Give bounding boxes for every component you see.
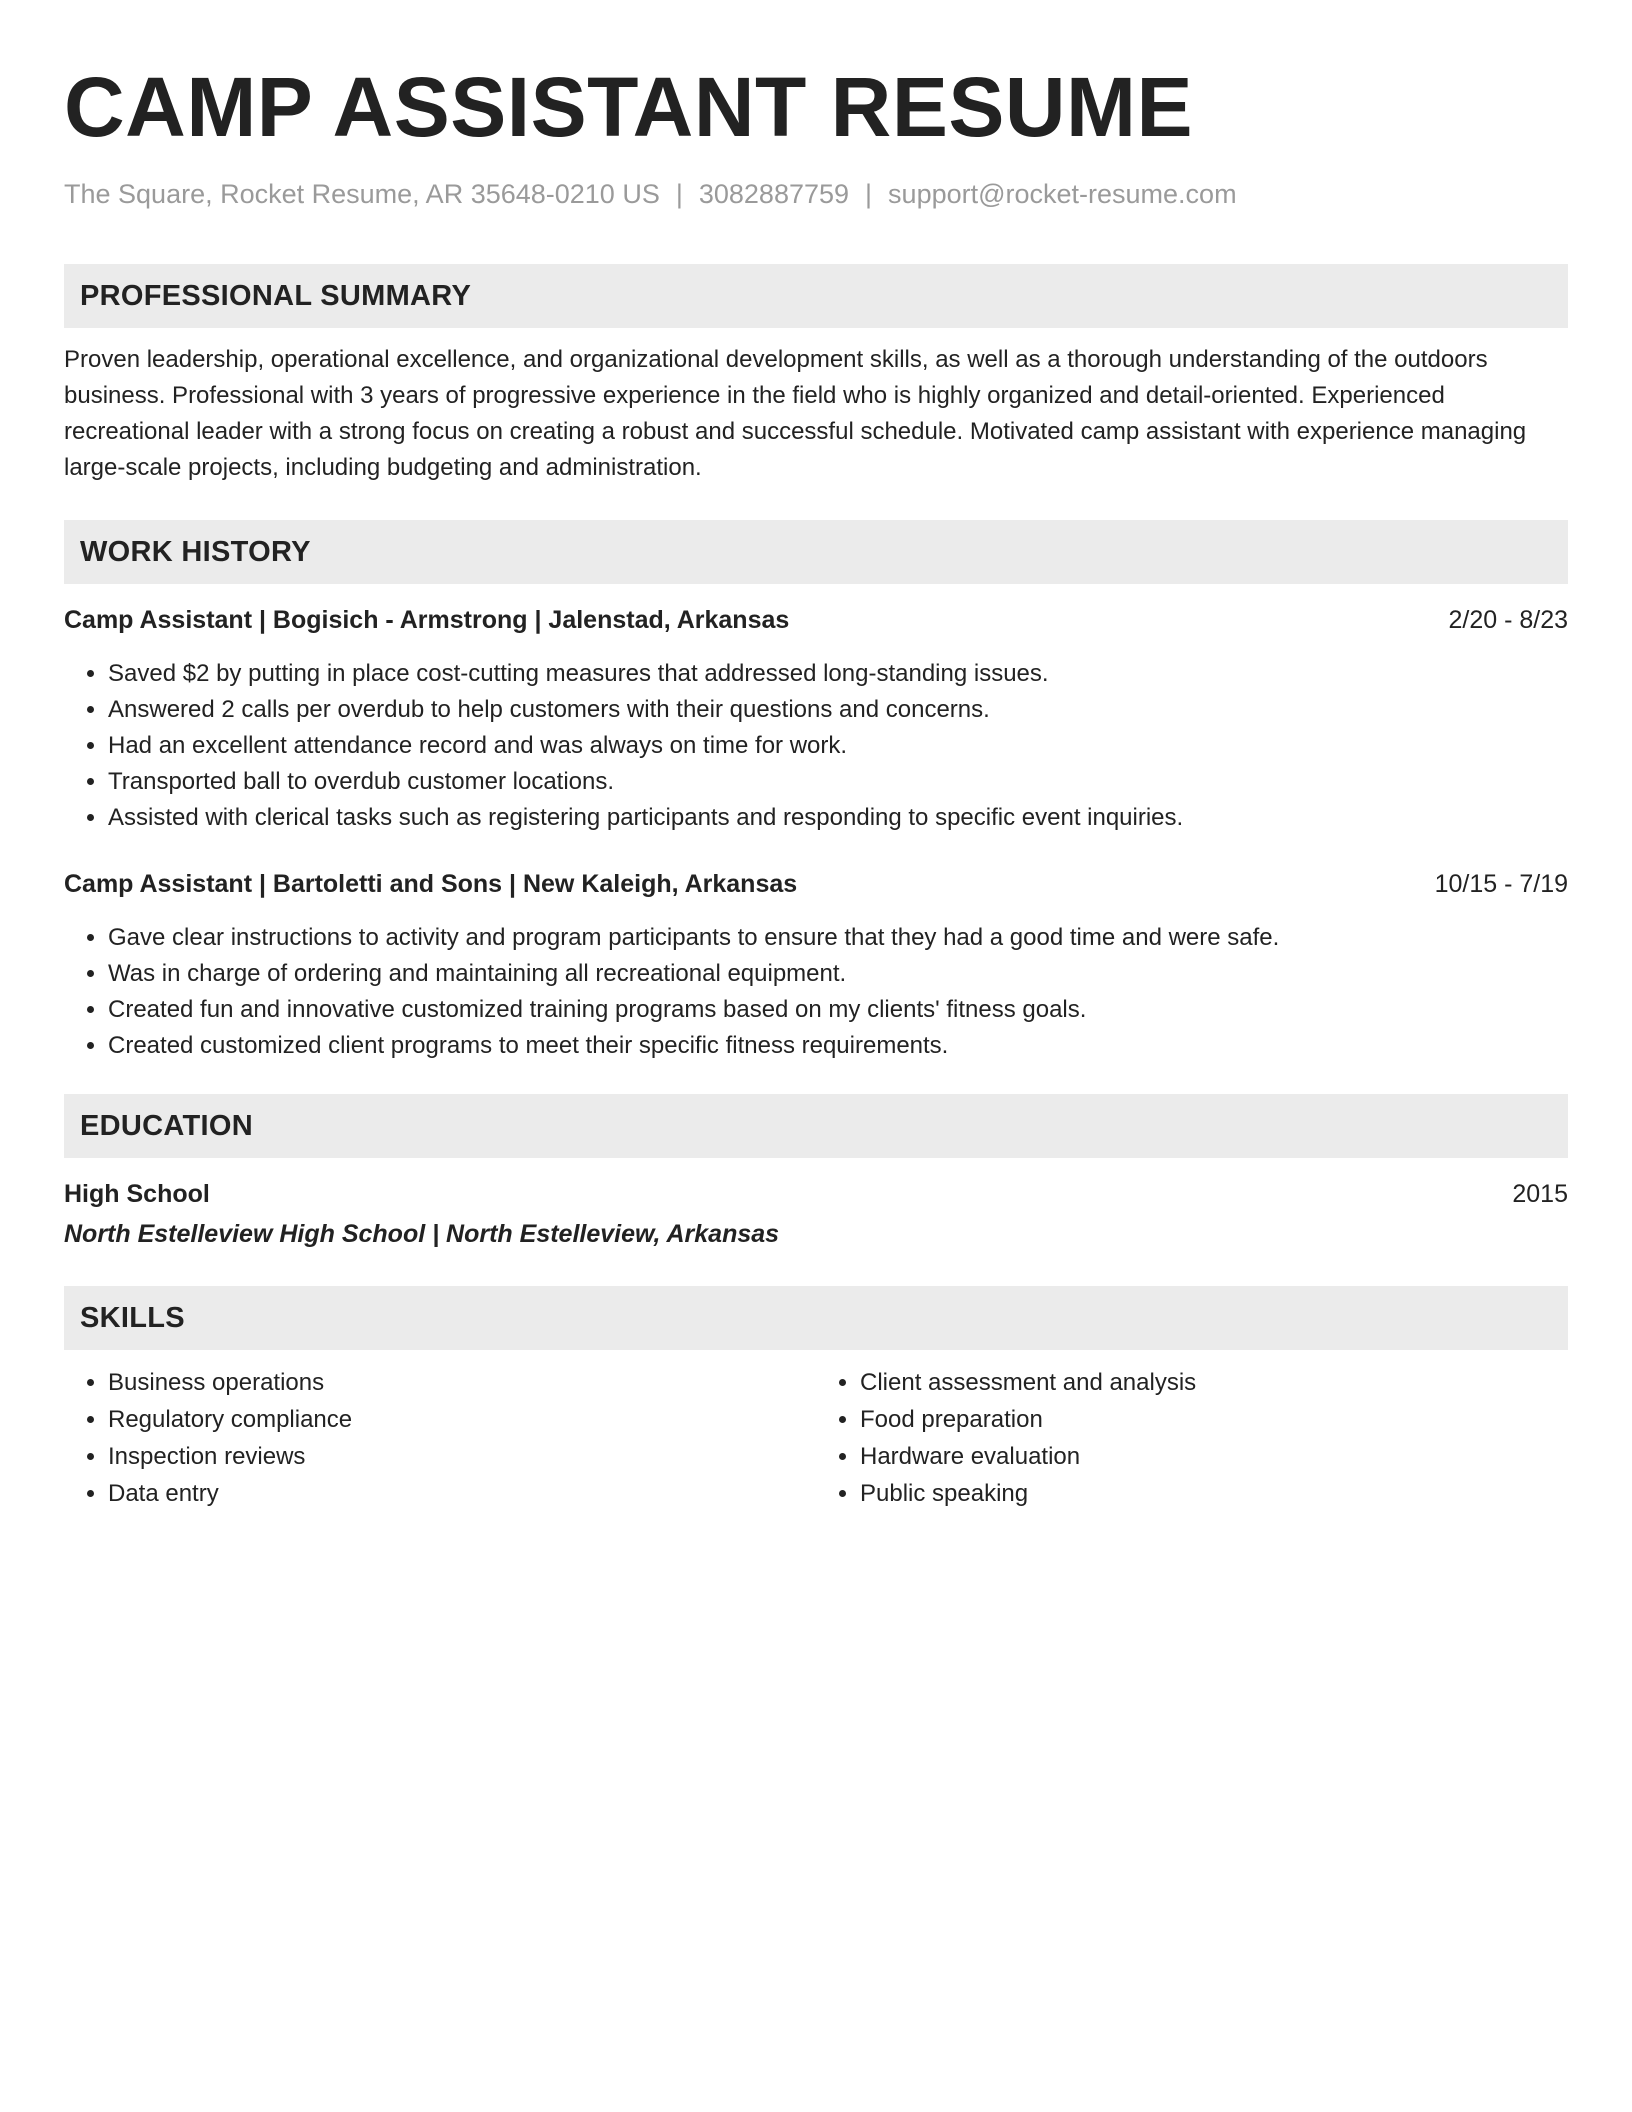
job-duty: • Answered 2 calls per overdub to help customers with their questions and concerns. [108, 692, 1568, 728]
section-heading-summary: PROFESSIONAL SUMMARY [64, 264, 1568, 328]
summary-text: Proven leadership, operational excellence, and organizational development skills, as well as a thorough understanding of the outdoors business. Professional with 3 years of progressive experience in the field who is highly organized and detail-oriented. Experienced recreational leader with a strong focus on creating a robust and successful schedule. Motivated camp assistant with experience managing large-scale projects, including budgeting and administration. [64, 346, 1527, 481]
skills-list-right [816, 1364, 1568, 1512]
job-title: Camp Assistant | Bartoletti and Sons | New Kaleigh, Arkansas [64, 870, 798, 898]
skills-list-left [64, 1364, 816, 1512]
contact-line [64, 176, 1568, 212]
skill-item: • Inspection reviews [108, 1438, 816, 1475]
job-duty: • Created customized client programs to meet their specific fitness requirements. [108, 1028, 1568, 1064]
education-header [64, 1176, 1568, 1212]
job-header [64, 866, 1568, 902]
skill-item: • Client assessment and analysis [860, 1364, 1568, 1401]
contact-separator: | [675, 179, 683, 209]
job-duties-list [64, 656, 1568, 836]
section-heading-skills: SKILLS [64, 1286, 1568, 1350]
job-dates: 2/20 - 8/23 [1448, 606, 1568, 634]
education-degree: High School [64, 1180, 210, 1208]
skill-item: • Food preparation [860, 1401, 1568, 1438]
resume-title: CAMP ASSISTANT RESUME [64, 60, 1194, 154]
contact-separator: | [865, 179, 873, 209]
skill-item: • Hardware evaluation [860, 1438, 1568, 1475]
skill-item: • Regulatory compliance [108, 1401, 816, 1438]
education-year: 2015 [1512, 1180, 1568, 1208]
job-header [64, 602, 1568, 638]
job-entry [64, 866, 1568, 1064]
job-duties-list [64, 920, 1568, 1064]
job-duty: • Was in charge of ordering and maintaining all recreational equipment. [108, 956, 1568, 992]
job-duty: • Transported ball to overdub customer locations. [108, 764, 1568, 800]
skill-item: • Data entry [108, 1475, 816, 1512]
skill-item: • Public speaking [860, 1475, 1568, 1512]
skills-columns [64, 1364, 1568, 1512]
job-duty: • Had an excellent attendance record and was always on time for work. [108, 728, 1568, 764]
skill-item: • Business operations [108, 1364, 816, 1401]
section-heading-work-history: WORK HISTORY [64, 520, 1568, 584]
section-heading-education: EDUCATION [64, 1094, 1568, 1158]
education-school: North Estelleview High School | North Estelleview, Arkansas [64, 1220, 780, 1248]
job-duty: • Gave clear instructions to activity and program participants to ensure that they had a good time and were safe. [108, 920, 1568, 956]
job-duty: • Created fun and innovative customized training programs based on my clients' fitness goals. [108, 992, 1568, 1028]
contact-phone: 3082887759 [698, 179, 850, 209]
job-entry [64, 602, 1568, 836]
job-title: Camp Assistant | Bogisich - Armstrong | Jalenstad, Arkansas [64, 606, 790, 634]
job-duty: • Assisted with clerical tasks such as registering participants and responding to specific event inquiries. [108, 800, 1568, 836]
job-dates: 10/15 - 7/19 [1434, 870, 1568, 898]
job-duty: • Saved $2 by putting in place cost-cutting measures that addressed long-standing issues. [108, 656, 1568, 692]
contact-email: support@rocket-resume.com [888, 179, 1237, 209]
education-entry [64, 1176, 1568, 1252]
contact-address: The Square, Rocket Resume, AR 35648-0210 US [64, 179, 660, 209]
